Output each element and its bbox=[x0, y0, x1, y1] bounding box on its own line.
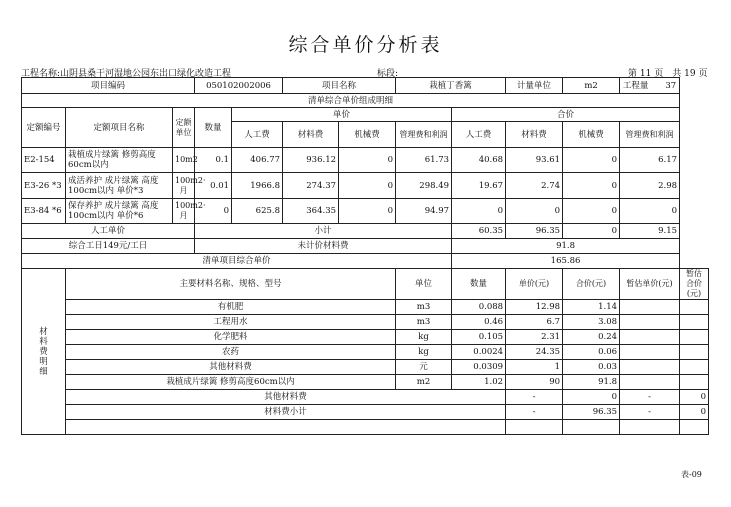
subtotal-row bbox=[22, 224, 709, 239]
other-materials-label: 其他材料费 bbox=[66, 390, 506, 405]
other-materials-total: 0 bbox=[563, 390, 620, 405]
quota-code: E3-84 *6 bbox=[22, 199, 66, 224]
material-subtotal-price: - bbox=[506, 405, 563, 420]
material-row bbox=[22, 375, 709, 390]
col-total-price: 合价 bbox=[452, 108, 680, 122]
material-name: 农药 bbox=[66, 345, 396, 360]
page-total: 19 bbox=[684, 69, 696, 79]
mat-col-total: 合价(元) bbox=[563, 269, 620, 300]
material-price: 2.31 bbox=[506, 330, 563, 345]
material-price: 90 bbox=[506, 375, 563, 390]
other-materials-est-price: - bbox=[620, 390, 680, 405]
labor-value: 406.77 bbox=[232, 148, 283, 173]
mgmt-value: 94.97 bbox=[396, 199, 452, 224]
material-total: 0.06 bbox=[563, 345, 620, 360]
material-qty: 0.105 bbox=[452, 330, 506, 345]
machine-value: 0 bbox=[339, 173, 396, 199]
quota-qty: 0.01 bbox=[195, 173, 232, 199]
total-row bbox=[22, 254, 709, 269]
table-row bbox=[22, 199, 709, 224]
material-name: 其他材料费 bbox=[66, 360, 396, 375]
total-label: 清单项目综合单价 bbox=[22, 254, 452, 269]
workday-label: 综合工日149元/工日 bbox=[22, 239, 195, 254]
page-number: 11 bbox=[639, 69, 652, 79]
material-value: 936.12 bbox=[283, 148, 339, 173]
mat-col-est-total: 暂估合价(元) bbox=[680, 269, 709, 300]
material-value: 364.35 bbox=[283, 199, 339, 224]
material-price: 24.35 bbox=[506, 345, 563, 360]
material-subtotal-est-price: - bbox=[620, 405, 680, 420]
materials-header-row bbox=[22, 269, 709, 300]
qty-label: 工程量 bbox=[622, 80, 649, 91]
section-label: 标段: bbox=[377, 69, 399, 79]
subtotal-machine: 0 bbox=[563, 224, 620, 239]
table-row bbox=[22, 148, 709, 173]
material-total: 1.14 bbox=[563, 300, 620, 315]
subtotal-label: 小计 bbox=[195, 224, 452, 239]
quota-name: 成活养护 成片绿篱 高度100cm以内 单价*3 bbox=[66, 173, 173, 199]
col-labor: 人工费 bbox=[232, 122, 283, 148]
total-labor-value: 40.68 bbox=[452, 148, 506, 173]
quota-unit: 10m2 bbox=[173, 148, 195, 173]
material-qty: 0.46 bbox=[452, 315, 506, 330]
material-total: 0.03 bbox=[563, 360, 620, 375]
detail-title-row bbox=[22, 94, 709, 108]
total-machine-value: 0 bbox=[563, 148, 620, 173]
mat-col-est-price: 暂估单价(元) bbox=[620, 269, 680, 300]
mat-col-name: 主要材料名称、规格、型号 bbox=[66, 269, 396, 300]
material-row bbox=[22, 345, 709, 360]
detail-title: 清单综合单价组成明细 bbox=[22, 94, 680, 108]
material-unit: kg bbox=[396, 330, 452, 345]
name-label: 项目名称 bbox=[283, 78, 396, 94]
unit-label: 计量单位 bbox=[506, 78, 563, 94]
form-number: 表-09 bbox=[681, 470, 702, 479]
col-total-labor: 人工费 bbox=[452, 122, 506, 148]
machine-value: 0 bbox=[339, 199, 396, 224]
material-total: 0.24 bbox=[563, 330, 620, 345]
quota-unit: 100m2·月 bbox=[173, 173, 195, 199]
col-total-material: 材料费 bbox=[506, 122, 563, 148]
quota-qty: 0.1 bbox=[195, 148, 232, 173]
material-row bbox=[22, 330, 709, 345]
col-total-machine: 机械费 bbox=[563, 122, 620, 148]
total-value: 165.86 bbox=[452, 254, 680, 269]
material-unit: kg bbox=[396, 345, 452, 360]
labor-unit-label: 人工单价 bbox=[22, 224, 195, 239]
mat-col-qty: 数量 bbox=[452, 269, 506, 300]
mat-col-unit: 单位 bbox=[396, 269, 452, 300]
quota-code: E2-154 bbox=[22, 148, 66, 173]
subtotal-material: 96.35 bbox=[506, 224, 563, 239]
qty-value: 37 bbox=[665, 80, 677, 91]
material-subtotal-total: 96.35 bbox=[563, 405, 620, 420]
other-materials-row bbox=[22, 390, 709, 405]
other-materials-est-total: 0 bbox=[680, 390, 709, 405]
column-header-row bbox=[22, 108, 709, 122]
mgmt-value: 298.49 bbox=[396, 173, 452, 199]
material-unit: m3 bbox=[396, 315, 452, 330]
material-value: 274.37 bbox=[283, 173, 339, 199]
total-mgmt-value: 6.17 bbox=[620, 148, 680, 173]
quota-name: 栽植成片绿篱 修剪高度60cm以内 bbox=[66, 148, 173, 173]
total-labor-value: 0 bbox=[452, 199, 506, 224]
material-unit: m2 bbox=[396, 375, 452, 390]
page-indicator: 第 11 页 共 19 页 bbox=[628, 69, 708, 79]
quota-name: 保存养护 成片绿篱 高度100cm以内 单价*6 bbox=[66, 199, 173, 224]
col-unit-price: 单价 bbox=[232, 108, 452, 122]
total-mgmt-value: 2.98 bbox=[620, 173, 680, 199]
material-name: 有机肥 bbox=[66, 300, 396, 315]
material-total: 91.8 bbox=[563, 375, 620, 390]
table-row bbox=[22, 173, 709, 199]
material-price: 1 bbox=[506, 360, 563, 375]
total-material-value: 93.61 bbox=[506, 148, 563, 173]
unit-value: m2 bbox=[563, 78, 620, 94]
project-label: 工程名称: bbox=[21, 69, 61, 79]
total-material-value: 0 bbox=[506, 199, 563, 224]
code-label: 项目编码 bbox=[22, 78, 195, 94]
material-row bbox=[22, 315, 709, 330]
materials-side-label: 材 料 费 明 细 bbox=[22, 269, 66, 435]
total-machine-value: 0 bbox=[563, 173, 620, 199]
quota-qty: 0 bbox=[195, 199, 232, 224]
labor-value: 625.8 bbox=[232, 199, 283, 224]
page-title: 综合单价分析表 bbox=[288, 34, 443, 56]
material-qty: 0.0024 bbox=[452, 345, 506, 360]
material-name: 栽植成片绿篱 修剪高度60cm以内 bbox=[66, 375, 396, 390]
total-machine-value: 0 bbox=[563, 199, 620, 224]
col-quota-unit: 定额单位 bbox=[173, 108, 195, 148]
unpriced-row bbox=[22, 239, 709, 254]
material-name: 化学肥料 bbox=[66, 330, 396, 345]
subtotal-labor: 60.35 bbox=[452, 224, 506, 239]
material-row bbox=[22, 360, 709, 375]
col-material: 材料费 bbox=[283, 122, 339, 148]
material-qty: 0.0309 bbox=[452, 360, 506, 375]
material-qty: 0.088 bbox=[452, 300, 506, 315]
total-mgmt-value: 0 bbox=[620, 199, 680, 224]
material-subtotal-label: 材料费小计 bbox=[66, 405, 506, 420]
unpriced-label: 未计价材料费 bbox=[195, 239, 452, 254]
material-row bbox=[22, 300, 709, 315]
col-quota-code: 定额编号 bbox=[22, 108, 66, 148]
material-name: 工程用水 bbox=[66, 315, 396, 330]
quota-code: E3-26 *3 bbox=[22, 173, 66, 199]
unit-price-table bbox=[21, 77, 709, 435]
material-subtotal-est-total: 0 bbox=[680, 405, 709, 420]
mgmt-value: 61.73 bbox=[396, 148, 452, 173]
col-total-mgmt: 管理费和利润 bbox=[620, 122, 680, 148]
subtotal-mgmt: 9.15 bbox=[620, 224, 680, 239]
col-qty: 数量 bbox=[195, 108, 232, 148]
material-total: 3.08 bbox=[563, 315, 620, 330]
material-unit: m3 bbox=[396, 300, 452, 315]
col-mgmt: 管理费和利润 bbox=[396, 122, 452, 148]
blank-row bbox=[22, 420, 709, 435]
quota-unit: 100m2·月 bbox=[173, 199, 195, 224]
name-value: 栽植丁香篱 bbox=[396, 78, 506, 94]
col-machine: 机械费 bbox=[339, 122, 396, 148]
material-subtotal-row bbox=[22, 405, 709, 420]
labor-value: 1966.8 bbox=[232, 173, 283, 199]
col-quota-name: 定额项目名称 bbox=[66, 108, 173, 148]
material-unit: 元 bbox=[396, 360, 452, 375]
project-name: 山阴县桑干河湿地公园东出口绿化改造工程 bbox=[60, 69, 232, 79]
mat-col-price: 单价(元) bbox=[506, 269, 563, 300]
code-value: 050102002006 bbox=[195, 78, 283, 94]
other-materials-price: - bbox=[506, 390, 563, 405]
info-row bbox=[22, 78, 709, 94]
total-material-value: 2.74 bbox=[506, 173, 563, 199]
unpriced-value: 91.8 bbox=[452, 239, 680, 254]
material-price: 12.98 bbox=[506, 300, 563, 315]
machine-value: 0 bbox=[339, 148, 396, 173]
material-price: 6.7 bbox=[506, 315, 563, 330]
total-labor-value: 19.67 bbox=[452, 173, 506, 199]
material-qty: 1.02 bbox=[452, 375, 506, 390]
